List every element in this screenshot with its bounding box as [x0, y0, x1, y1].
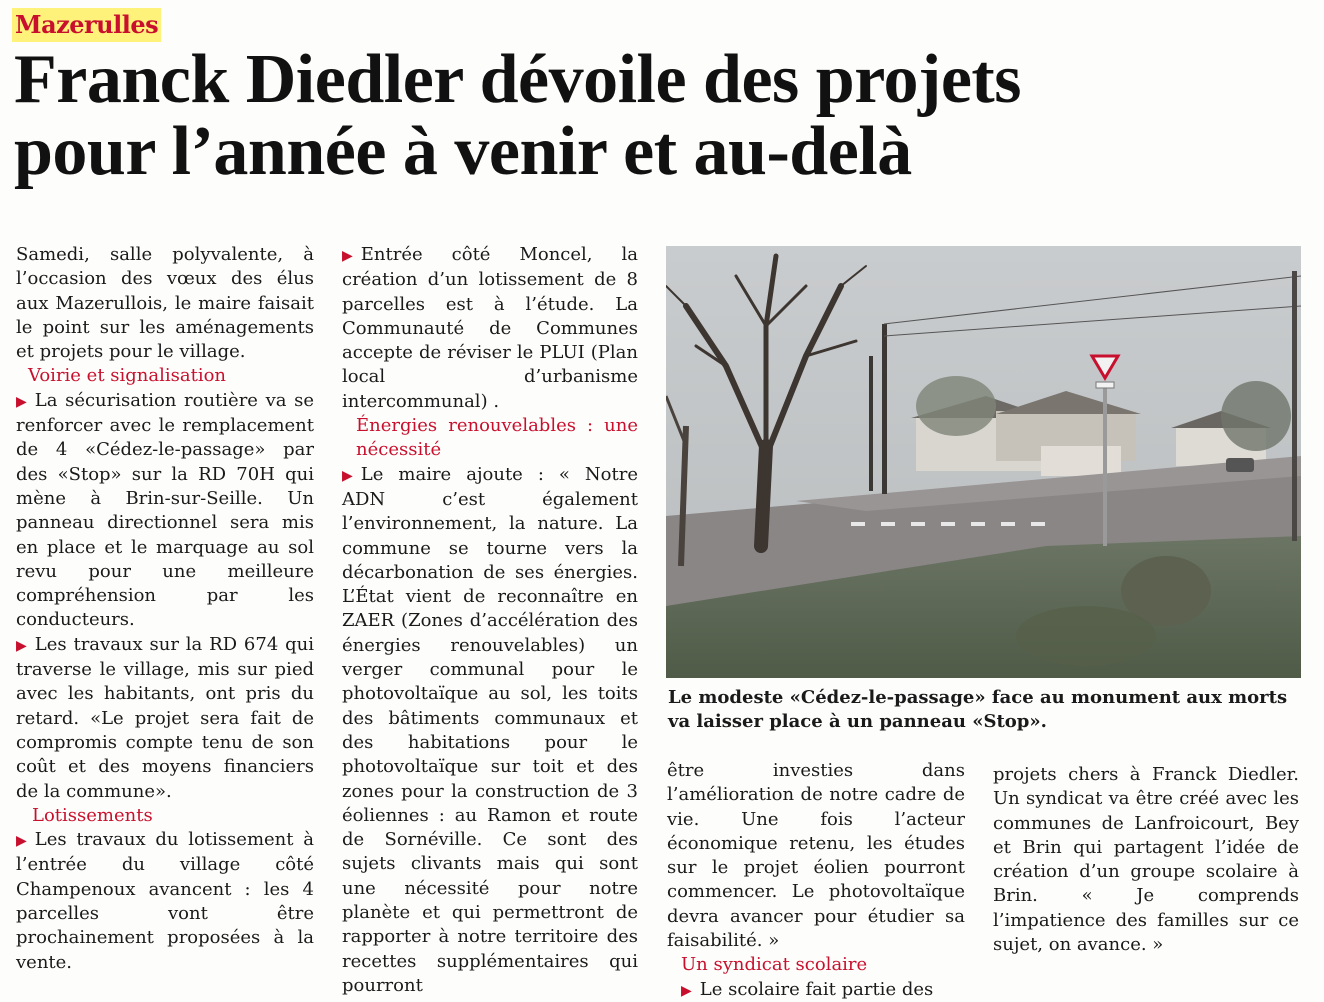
bullet-triangle-icon: ▶ [16, 637, 27, 654]
headline-line-1: Franck Diedler dévoile des projets [14, 41, 1021, 118]
article-photo [666, 246, 1301, 678]
bullet-triangle-icon: ▶ [681, 982, 692, 999]
subhead-energies: Énergies renouvelables : une nécessité [356, 415, 638, 461]
paragraph-moncel-text: Entrée côté Moncel, la création d’un lotissement de 8 parcelles est à l’étude. La Communauté de Communes accepte de réviser le PLUI (Plan local d’urbanisme intercommunal) . [342, 244, 638, 412]
paragraph-travaux [16, 633, 314, 804]
bullet-triangle-icon: ▶ [342, 248, 353, 264]
paragraph-scolaire-continued: projets chers à Franck Diedler. Un syndicat va être créé avec les communes de Lanfroicourt, Bey et Brin qui partagent l’idée de création d’un groupe scolaire à Brin. « Je comprends l’impatience des familles sur ce sujet, on avance. » [993, 764, 1299, 956]
article-column-3 [667, 759, 965, 1002]
paragraph-energies-continued: être investies dans l’amélioration de notre cadre de vie. Une fois l’acteur économique retenu, les études sur le projet éolien pourront commencer. Le photovoltaïque devra avancer pour étudier sa faisabilité. » [667, 760, 965, 952]
paragraph-lotissement-text: Les travaux du lotissement à l’entrée du village côté Champenoux avancent : les 4 parcelles vont être prochainement proposées à la vente. [16, 829, 314, 973]
headline [14, 41, 1194, 190]
subhead-syndicat: Un syndicat scolaire [681, 954, 868, 976]
headline-line-2: pour l’année à venir et au-delà [14, 113, 912, 190]
photo-caption: Le modeste «Cédez-le-passage» face au monument aux morts va laisser place à un panneau «Stop». [668, 687, 1288, 732]
subhead-lotissements: Lotissements [32, 804, 153, 826]
article-column-2 [342, 243, 638, 998]
section-kicker: Mazerulles [12, 8, 161, 42]
subhead-voirie: Voirie et signalisation [28, 365, 227, 387]
photo-roadside-scene [666, 246, 1301, 678]
intro-paragraph: Samedi, salle polyvalente, à l’occasion des vœux des élus aux Mazerullois, le maire faisait le point sur les aménagements et projets pour le village. [16, 244, 314, 363]
paragraph-lotissement [16, 828, 314, 975]
article-column-4 [993, 763, 1299, 957]
paragraph-scolaire [667, 978, 965, 1002]
paragraph-securisation-text: La sécurisation routière va se renforcer avec le remplacement de 4 «Cédez-le-passage» par des «Stop» sur la RD 70H qui mène à Brin-sur-Seille. Un panneau directionnel sera mis en place et le marquage au sol revu pour une meilleure compréhension par les conducteurs. [16, 389, 314, 631]
paragraph-energies [342, 463, 638, 999]
paragraph-securisation [16, 389, 314, 633]
bullet-triangle-icon: ▶ [342, 467, 353, 484]
bullet-triangle-icon: ▶ [16, 393, 27, 410]
paragraph-travaux-text: Les travaux sur la RD 674 qui traverse le village, mis sur pied avec les habitants, ont pris du retard. «Le projet sera fait de compromis compte tenu de son coût et des moyens financiers de la commune». [16, 633, 314, 802]
paragraph-scolaire-text: Le scolaire fait partie des [699, 978, 934, 1000]
paragraph-moncel [342, 243, 638, 414]
article-column-1 [16, 243, 314, 975]
paragraph-energies-text: Le maire ajoute : « Notre ADN c’est également l’environnement, la nature. La commune se tourne vers la décarbonation de ses énergies. L’État vient de reconnaître en ZAER (Zones d’accélération des énergies renouvelables) un verger communal pour le photovoltaïque au sol, les toits des bâtiments communaux et des habitations pour le photovoltaïque sur toit et des zones pour la construction de 3 éoliennes : au Ramon et route de Sornéville. Ce sont des sujets clivants mais qui sont une nécessité pour notre planète et qui permettront de rapporter à notre territoire des recettes supplémentaires qui pourront [342, 463, 638, 996]
bullet-triangle-icon: ▶ [16, 833, 27, 850]
